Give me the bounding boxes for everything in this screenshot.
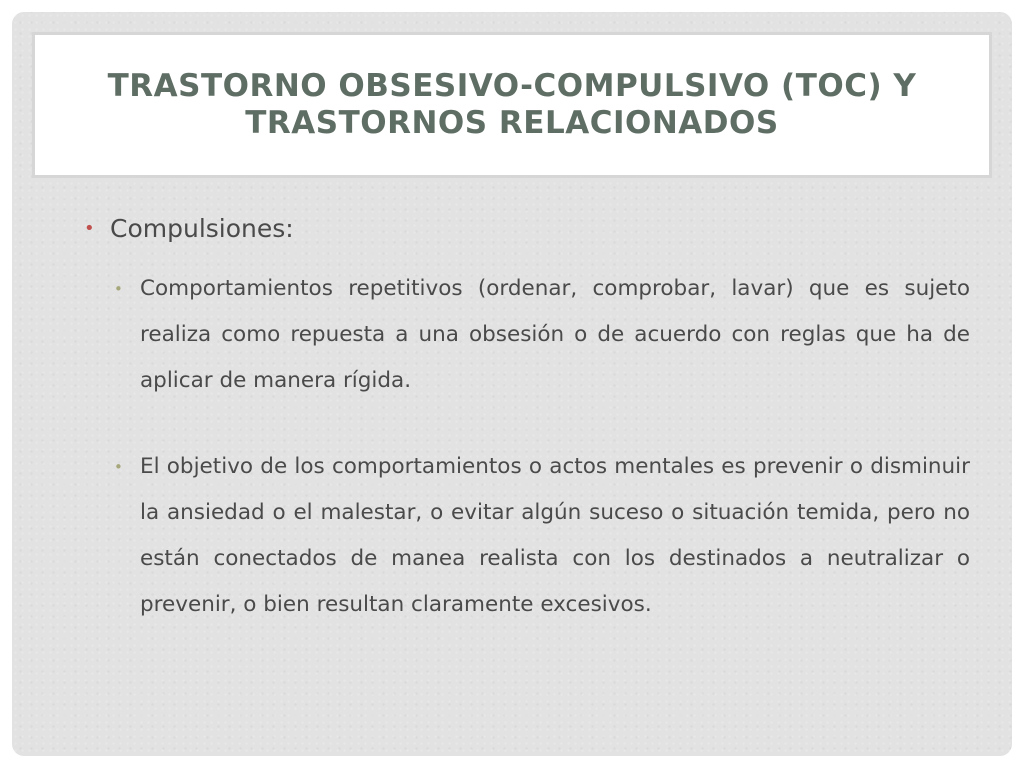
title-box: [32, 32, 992, 178]
bullet-dot-icon: •: [84, 218, 95, 239]
bullet-level-2-item: [82, 266, 970, 404]
bullet-text: Comportamientos repetitivos (ordenar, comprobar, lavar) que es sujeto realiza como repuesta a una obsesión o de acuerdo con reglas que ha de aplicar de manera rígida.: [140, 276, 970, 393]
bullet-dot-icon: •: [114, 280, 123, 298]
title-line-2: TRASTORNOS RELACIONADOS: [245, 105, 779, 141]
slide-title: [108, 68, 917, 142]
title-line-1: TRASTORNO OBSESIVO-COMPULSIVO (TOC) Y: [107, 68, 917, 104]
bullet-level-2-item: [82, 444, 970, 628]
bullet-text: El objetivo de los comportamientos o actos mentales es prevenir o disminuir la ansiedad o el malestar, o evitar algún suceso o situación temida, pero no están conectados de manea realista con los destinados a neutralizar o prevenir, o bien resultan claramente excesivos.: [140, 454, 970, 617]
bullet-dot-icon: •: [114, 458, 123, 476]
heading-text: Compulsiones:: [110, 214, 294, 243]
slide: [12, 12, 1012, 756]
bullet-spacer: [82, 404, 970, 444]
bullet-level-1: [82, 212, 970, 246]
slide-content: [82, 212, 970, 628]
